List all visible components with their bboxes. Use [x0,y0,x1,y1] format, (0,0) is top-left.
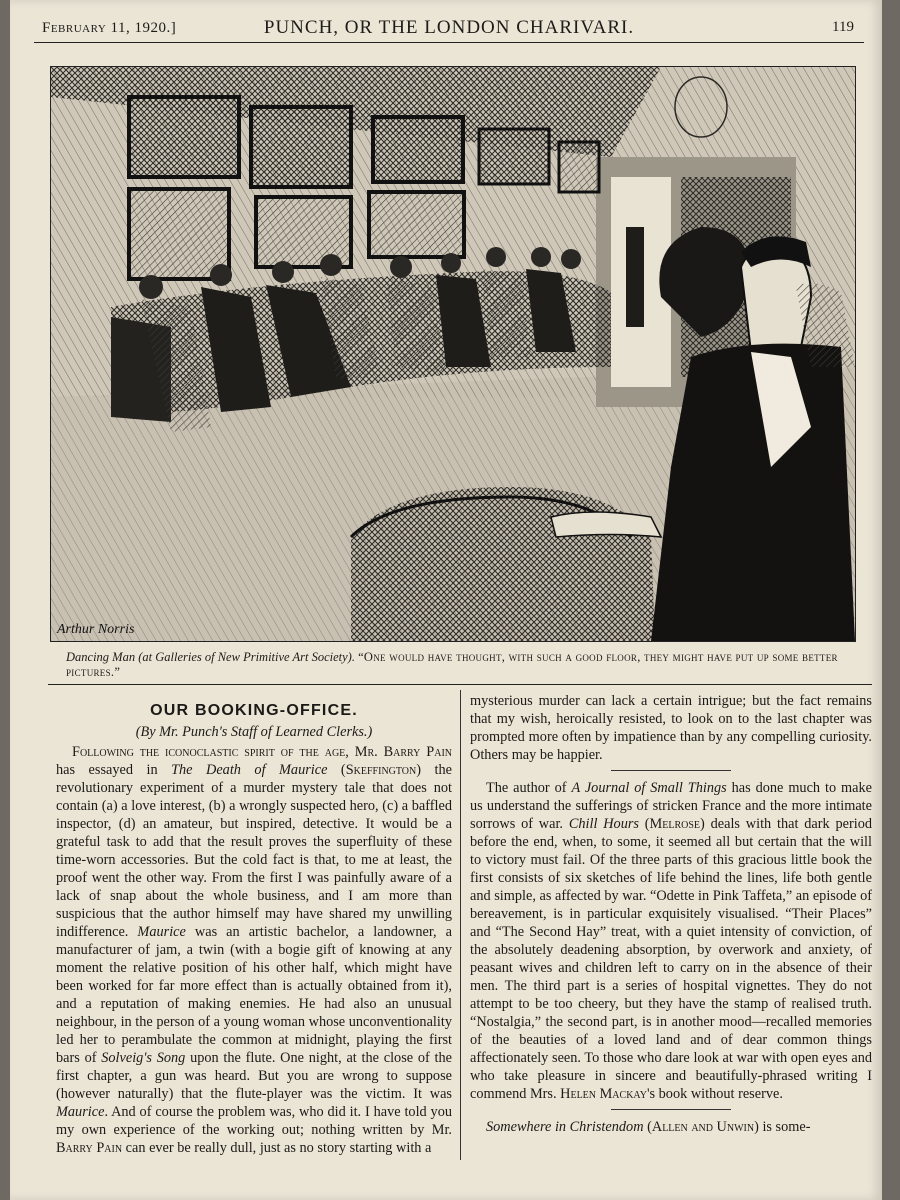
section-title: OUR BOOKING-OFFICE. [150,702,358,719]
left-column [56,702,452,1157]
gallery-scene-drawing [51,67,855,641]
header-title: PUNCH, OR THE LONDON CHARIVARI. [263,17,635,38]
running-header [34,16,864,43]
section-divider [48,684,872,685]
review-separator [611,1109,731,1110]
cartoon-illustration [50,66,856,642]
caption-quote: “One would have thought, with such a good floor, they might have put up some better pictures.” [66,650,838,679]
review-death-of-maurice: Following the iconoclastic spirit of the age, Mr. Barry Pain has essayed in The Death of Maurice (Skeffington) the revolutionary experiment of a murder mystery tale that does not contain (a) a love interest, (b) a wrongly suspected hero, (c) a baffled inspector, (d) an amateur, but inspired, detective. It would be a grateful task to add that the result proves the superfluity of these time-worn accessories. But the cold fact is that, to me at least, the proof went the other way. From the first I was painfully aware of a lack of snap about the whole business, and I am more than suspicious that the author himself may have shared my unwilling indifference. Maurice was an artistic bachelor, a landowner, a manufacturer of jam, a twin (with a bogie gift of knowing at any moment the relative position of his other half, which might have been worked for far more effect than is actually obtained from it), and a reputation of making enemies. He had also an unusual neighbour, in the person of a young woman whose unconventionality led her to perambulate the common at midnight, playing the first bars of Solveig's Song upon the flute. One night, at the close of the first chapter, a gun was heard. But you are wrong to suppose (however naturally) that the flute-player was the victim. It was Maurice. And of course the problem was, who did it. I have told you my own experience of the working out; nothing written by Mr. Barry Pain can ever be really dull, just as no story starting with a [56,744,453,1156]
review-separator [611,770,731,771]
section-byline: (By Mr. Punch's Staff of Learned Clerks.) [135,724,373,740]
review-continuation: mysterious murder can lack a certain intrigue; but the fact remains that my wish, heroically resisted, to look on to the last chapter was prompted more often by impatience than by any compelling curiosity. Others may be happier. [470,693,872,763]
distant-figure [626,227,644,327]
magazine-page [10,0,882,1200]
header-date: February 11, 1920.] [42,20,177,36]
caption-speaker: Dancing Man (at Galleries of New Primitive Art Society). [66,650,355,664]
right-column [470,692,872,1136]
artist-signature: Arthur Norris [57,622,135,637]
review-somewhere-in-christendom: Somewhere in Christendom (Allen and Unwin) is some- [486,1119,811,1135]
column-divider [460,690,461,1160]
cartoon-caption [66,650,856,680]
review-chill-hours: The author of A Journal of Small Things has done much to make us understand the sufferings of stricken France and the more intimate sorrows of war. Chill Hours (Melrose) deals with that dark period before the end, when, to some, it seemed all but certain that the will to victory must fail. Of the three parts of this gracious little book the first consists of six sketches of life behind the lines, life both gentle and simple, as affected by war. “Odette in Pink Taffeta,” an episode of bereavement, is in particular exquisitely visualised. “Their Places” and “The Second Hay” treat, with a quiet intensity of conviction, of the absolutely deadening absorption, by overwork and anxiety, of peasant wives and children left to carry on in the absence of their men. The third part is a series of hospital vignettes. They do not attempt to be too cheery, but they have the stamp of realised truth. “Nostalgia,” the second part, is in another mood—recalled memories of the beauties of a loved land and of dear common things affectionately seen. To those who dare look at war with open eyes and who take pleasure in sincere and beautifully-phrased writing I commend Mrs. Helen Mackay's book without reserve. [470,780,872,1102]
page-number: 119 [832,19,854,35]
